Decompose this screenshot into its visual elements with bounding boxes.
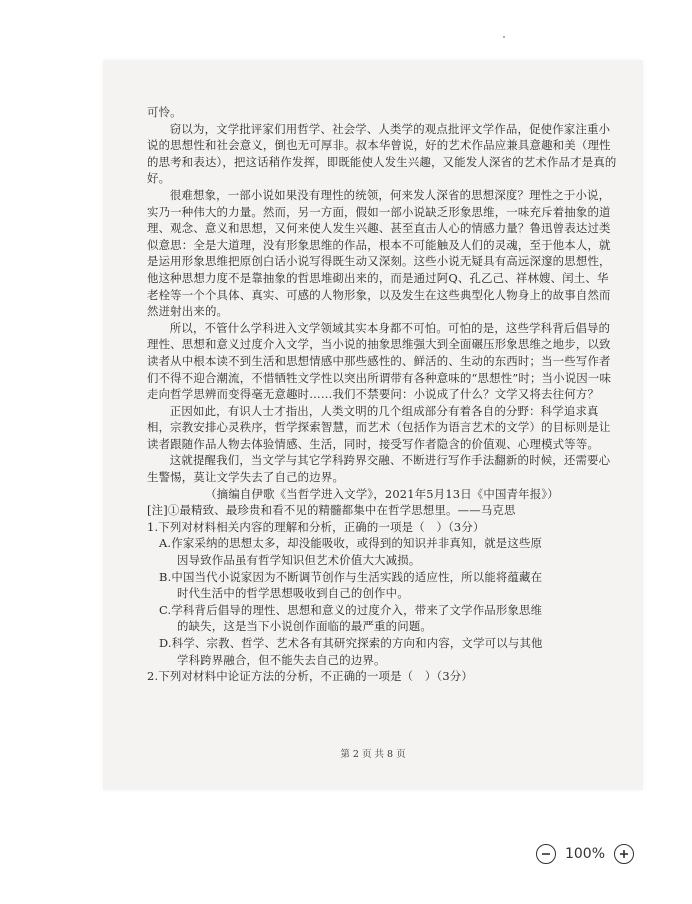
- option-line: 的缺失，这是当下小说创作面临的最严重的问题。: [177, 619, 432, 634]
- paragraph: 这就提醒我们，当文学与其它学科跨界交融、不断进行写作手法翻新的时候，还需要心生警惕，莫让文学失去了自己的边界。: [147, 453, 611, 485]
- option-line: 时代生活中的哲学思想吸收到自己的创作中。: [177, 586, 409, 601]
- option-line: B.中国当代小说家因为不断调节创作与生活实践的适应性，所以能将蕴藏在: [159, 569, 543, 584]
- question-2-stem: 2.下列对材料中论证方法的分析，不正确的一项是（ ）（3分）: [147, 669, 473, 684]
- paragraph: 窃以为，文学批评家们用哲学、社会学、人类学的观点批评文学作品，促使作家注重小说的思想性和社会意义，倒也无可厚非。叔本华曾说，好的艺术作品应兼具意趣和美（理性的思考和表达），把这话稍作发挥，即既能使人发生兴趣，又能发人深省的艺术作品才是真的好。: [147, 121, 617, 186]
- page-footer: 第 2 页 共 8 页: [340, 749, 406, 760]
- option-line: 学科跨界融合，但不能失去自己的边界。: [177, 652, 386, 667]
- source-citation: （摘编自伊歌《当哲学进入文学》，2021年5月13日《中国青年报》）: [205, 486, 559, 501]
- question-1-option-c: [159, 602, 617, 635]
- paragraph: 可怜。: [147, 105, 182, 119]
- question-1-option-b: [159, 569, 617, 602]
- option-line: C.学科背后倡导的理性、思想和意义的过度介入，带来了文学作品形象思维: [159, 602, 543, 617]
- zoom-control: [536, 842, 634, 866]
- page-text: [147, 104, 617, 685]
- paragraph: 很难想象，一部小说如果没有理性的统领，何来发人深省的思想深度？理性之于小说，实乃一种伟大的力量。然而，另一方面，假如一部小说缺乏形象思维，一味充斥着抽象的道理、观念、意义和思想，又何来使人发生兴趣、甚至直击人心的情感力量？鲁迅曾表达过类似意思：全是大道理，没有形象思维的作品，根本不可能触及人们的灵魂，至于他本人，就是运用形象思维把原创白话小说写得既生动又深刻。这些小说无疑具有高远深邃的思想性，他这种思想力度不是靠抽象的哲思堆砌出来的，而是通过阿Q、孔乙己、祥林嫂、闰土、华老栓等一个个具体、真实、可感的人物形象，以及发生在这些典型化人物身上的故事自然而然迸射出来的。: [147, 187, 611, 319]
- question-1-option-a: [159, 535, 617, 568]
- option-line: 因导致作品虽有哲学知识但艺术价值大大减损。: [177, 553, 421, 568]
- question-1-stem: 1.下列对材料相关内容的理解和分析，正确的一项是（ ）（3分）: [147, 519, 485, 534]
- question-1-option-d: [159, 635, 617, 668]
- zoom-in-icon[interactable]: [614, 844, 634, 864]
- footnote: [注]①最精致、最珍贵和看不见的精髓都集中在哲学思想里。——马克思: [147, 503, 516, 518]
- paragraph: 所以，不管什么学科进入文学领域其实本身都不可怕。可怕的是，这些学科背后倡导的理性、思想和意义过度介入文学，当小说的抽象思维强大到全面碾压形象思维之地步，以致读者从中根本读不到生活和思想情感中那些感性的、鲜活的、生动的东西时；当一些写作者们不得不迎合潮流，不惜牺牲文学性以突出所谓带有各种意味的“思想性”时；当小说因一味走向哲学思辨而变得毫无意趣时……我们不禁要问：小说成了什么？文学又将去往何方？: [147, 320, 612, 402]
- option-line: A.作家采纳的思想太多，却没能吸收，或得到的知识并非真知，就是这些原: [159, 536, 543, 551]
- option-line: D.科学、宗教、哲学、艺术各有其研究探索的方向和内容，文学可以与其他: [159, 636, 543, 650]
- scanned-page: [103, 60, 643, 790]
- zoom-out-icon[interactable]: [536, 844, 556, 864]
- stray-mark: [503, 36, 505, 38]
- zoom-level: 100%: [564, 846, 606, 862]
- paragraph: 正因如此，有识人士才指出，人类文明的几个组成部分有着各自的分野：科学追求真相，宗教安排心灵秩序，哲学探索智慧，而艺术（包括作为语言艺术的文学）的目标则是让读者跟随作品人物去体验情感、生活，同时，接受写作者隐含的价值观、心理模式等等。: [147, 403, 611, 451]
